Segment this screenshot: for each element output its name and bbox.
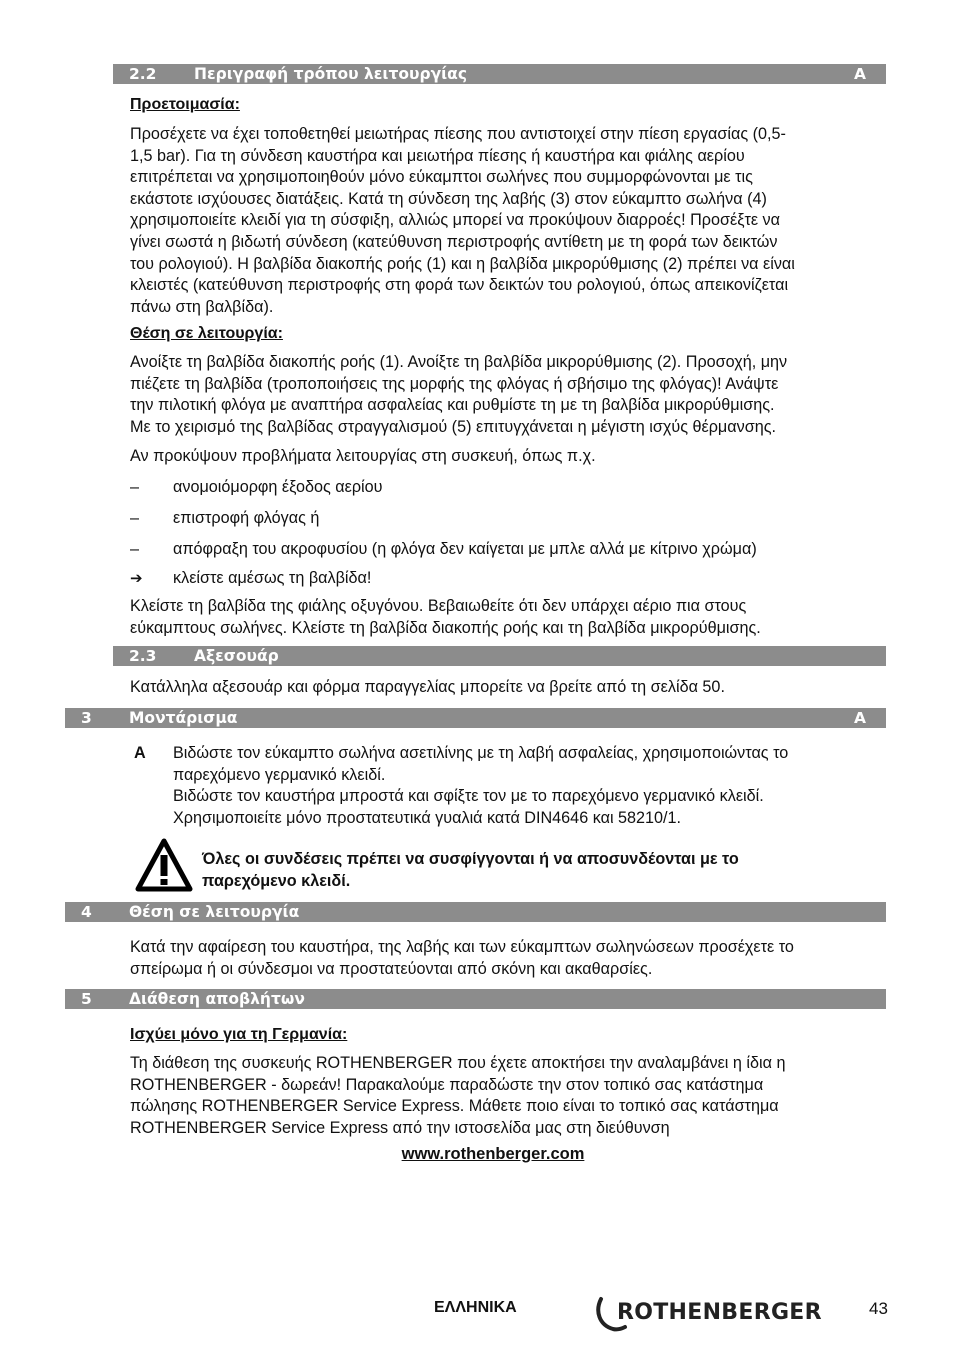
figure-reference: A xyxy=(854,65,866,83)
operation-heading: Θέση σε λειτουργία: xyxy=(130,325,283,342)
list-item-text: απόφραξη του ακροφυσίου (η φλόγα δεν καίγεται με μπλε αλλά με κίτρινο χρώμα) xyxy=(173,540,757,558)
text-line: χρησιμοποιείτε κλειδί για τη σύσφιξη, αλλιώς μπορεί να προκύψουν διαρροές! Προσέξτε να xyxy=(130,211,781,230)
section-number: 2.3 xyxy=(129,647,157,665)
text-line: του ρολογιού). Η βαλβίδα διακοπής ροής (1) και η βαλβίδα μικρορύθμισης (2) πρέπει να είναι xyxy=(130,254,795,273)
arrow-right-icon: ➔ xyxy=(130,569,143,587)
section-title: Περιγραφή τρόπου λειτουργίας xyxy=(194,65,468,83)
preparation-heading: Προετοιμασία: xyxy=(130,96,240,113)
logo-wordmark: ROTHENBERGER xyxy=(617,1300,822,1325)
text-line: Προσέχετε να έχει τοποθετηθεί μειωτήρας πίεσης που αντιστοιχεί στην πίεση εργασίας (0,5- xyxy=(130,125,786,143)
section-header-4 xyxy=(65,902,886,922)
list-item-text: επιστροφή φλόγας ή xyxy=(173,509,320,527)
list-item-text: κλείστε αμέσως τη βαλβίδα! xyxy=(173,569,372,587)
section-number: 5 xyxy=(81,990,92,1008)
section-header-3 xyxy=(65,708,886,728)
section-title: Αξεσουάρ xyxy=(194,647,279,665)
germany-heading: Ισχύει μόνο για τη Γερμανία: xyxy=(130,1026,348,1043)
section-number: 4 xyxy=(81,903,92,921)
accessories-paragraph: Κατάλληλα αξεσουάρ και φόρμα παραγγελίας μπορείτε να βρείτε από τη σελίδα 50. xyxy=(130,678,725,696)
warning-triangle-icon xyxy=(135,838,193,897)
text-line: πάνω στη βαλβίδα). xyxy=(130,297,274,316)
problems-intro: Αν προκύψουν προβλήματα λειτουργίας στη συσκευή, όπως π.χ. xyxy=(130,447,596,465)
text-line: πώλησης ROTHENBERGER Service Express. Μάθετε ποιο είναι το τοπικό σας κατάστημα xyxy=(130,1097,779,1116)
text-line: εκάστοτε ισχύουσες διατάξεις. Κατά τη σύνδεση της λαβής (3) στον εύκαμπτο σωλήνα (4) xyxy=(130,189,767,208)
disposal-paragraph xyxy=(130,1053,882,1139)
figure-reference: A xyxy=(854,709,866,727)
website-link[interactable]: www.rothenberger.com xyxy=(401,1145,585,1163)
step-label: A xyxy=(134,744,146,762)
text-line: εύκαμπτους σωλήνες. Κλείστε τη βαλβίδα διακοπής ροής και τη βαλβίδα μικρορύθμισης. xyxy=(130,618,761,637)
warning-text xyxy=(202,849,862,892)
operation-paragraph xyxy=(130,352,882,438)
section-header-5 xyxy=(65,989,886,1009)
list-item-text: ανομοιόμορφη έξοδος αερίου xyxy=(173,478,383,496)
text-line: γίνει σωστά η βιδωτή σύνδεση (κατεύθυνση περιστροφής αντίθετη με τη φορά των δεικτών xyxy=(130,232,778,251)
text-line: παρεχόμενο γερμανικό κλειδί. xyxy=(173,765,386,784)
section-number: 2.2 xyxy=(129,65,157,83)
text-line: Με το χειρισμό της βαλβίδας στραγγαλισμού (5) επιτυγχάνεται η μέγιστη ισχύς θέρμανσης. xyxy=(130,417,776,436)
dash-bullet: – xyxy=(130,509,140,527)
text-line: Τη διάθεση της συσκευής ROTHENBERGER που έχετε αποκτήσει την αναλαμβάνει η ίδια η xyxy=(130,1054,786,1072)
dash-bullet: – xyxy=(130,540,140,558)
step-body xyxy=(173,743,882,829)
section-title: Διάθεση αποβλήτων xyxy=(129,990,305,1008)
footer-language: ΕΛΛΗΝΙΚΑ xyxy=(434,1299,517,1316)
text-line: Χρησιμοποιείτε μόνο προστατευτικά γυαλιά κατά DIN4646 και 58210/1. xyxy=(173,808,682,827)
text-line: 1,5 bar). Για τη σύνδεση καυστήρα και μειωτήρα πίεσης ή καυστήρα και φιάλης αερίου xyxy=(130,146,745,165)
section-header-2-2 xyxy=(113,64,886,84)
text-line: σπείρωμα ή οι σύνδεσμοι να προστατεύονται από σκόνη και ακαθαρσίες. xyxy=(130,959,653,978)
section-header-2-3 xyxy=(113,646,886,666)
text-line: επιτρέπεται να χρησιμοποιηθούν μόνο εύκαμπτοι σωλήνες που συμμορφώνονται με τις xyxy=(130,168,753,187)
rothenberger-logo xyxy=(595,1293,835,1338)
text-line: Κλείστε τη βαλβίδα της φιάλης οξυγόνου. Βεβαιωθείτε ότι δεν υπάρχει αέριο πια στους xyxy=(130,597,747,615)
text-line: την πιλοτική φλόγα με αναπτήρα ασφαλείας και ρυθμίστε τη με τη βαλβίδα μικρορύθμισης. xyxy=(130,396,775,415)
text-line: πιέζετε τη βαλβίδα (τροποποιήσεις της μορφής της φλόγας ή σβήσιμο της φλόγας)! Ανάψτε xyxy=(130,374,779,393)
text-line: κλειστές (κατεύθυνση περιστροφής στη φορά των δεικτών του ρολογιού, όπως απεικονίζεται xyxy=(130,276,789,295)
text-line: Βιδώστε τον εύκαμπτο σωλήνα ασετιλίνης με τη λαβή ασφαλείας, χρησιμοποιώντας το xyxy=(173,744,789,762)
text-line: Όλες οι συνδέσεις πρέπει να συσφίγγονται ή να αποσυνδέονται με το xyxy=(202,850,739,868)
dash-bullet: – xyxy=(130,478,140,496)
text-line: Ανοίξτε τη βαλβίδα διακοπής ροής (1). Ανοίξτε τη βαλβίδα μικρορύθμισης (2). Προσοχή, μην xyxy=(130,353,788,371)
preparation-paragraph xyxy=(130,124,882,318)
text-line: ROTHENBERGER - δωρεάν! Παρακαλούμε παραδώστε την στον τοπικό σας κατάστημα xyxy=(130,1075,764,1094)
section-number: 3 xyxy=(81,709,92,727)
close-paragraph xyxy=(130,596,882,639)
section-title: Θέση σε λειτουργία xyxy=(129,903,300,921)
text-line: ROTHENBERGER Service Express από την ιστοσελίδα μας στη διεύθυνση xyxy=(130,1118,670,1137)
text-line: παρεχόμενο κλειδί. xyxy=(202,871,351,890)
text-line: Κατά την αφαίρεση του καυστήρα, της λαβής και των εύκαμπτων σωληνώσεων προσέχετε το xyxy=(130,938,794,956)
section-title: Μοντάρισμα xyxy=(129,709,238,727)
page-number: 43 xyxy=(869,1299,888,1318)
text-line: Βιδώστε τον καυστήρα μπροστά και σφίξτε τον με το παρεχόμενο γερμανικό κλειδί. xyxy=(173,787,764,806)
commissioning-paragraph xyxy=(130,937,882,980)
